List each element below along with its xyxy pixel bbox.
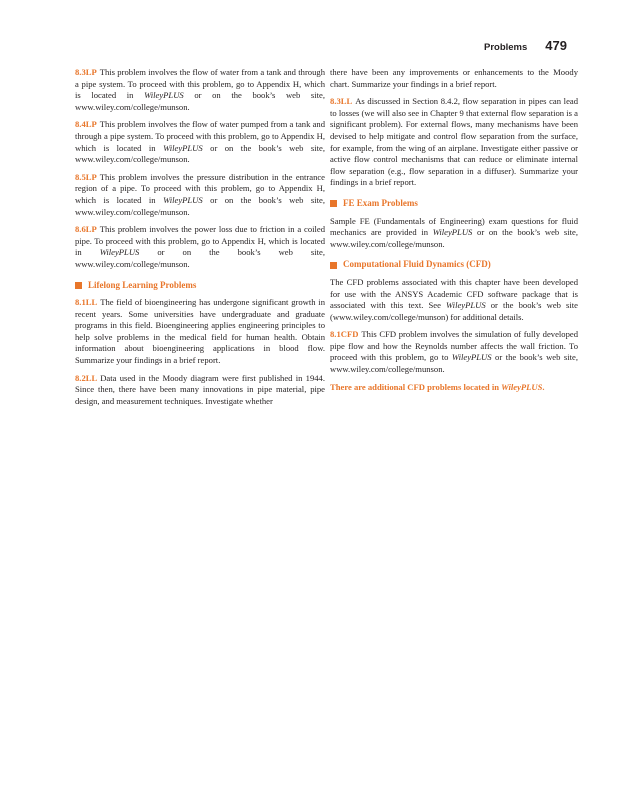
paragraph-text: There are additional CFD problems located in WileyPLUS. — [330, 381, 545, 392]
problem-text: This problem involves the pressure distribution in the entrance region of a pipe. To proceed with this problem, go to Appendix H, which is located in WileyPLUS or on the book’s web site, www.wiley.com/college/munson. — [75, 171, 325, 217]
paragraph — [330, 277, 578, 323]
problem-number: 8.4LP — [75, 119, 97, 130]
problem-8-3ll — [330, 96, 578, 189]
problem-text: Data used in the Moody diagram were first published in 1944. Since then, there have been many innovations in pipe material, pipe design, and measurement techniques. Investigate whether — [75, 372, 325, 406]
problem-text: This problem involves the power loss due to friction in a coiled pipe. To proceed with this problem, go to Appendix H, which is located in WileyPLUS or on the book’s web site, www.wiley.com/college/munson. — [75, 224, 325, 269]
paragraph-text: Sample FE (Fundamentals of Engineering) exam questions for fluid mechanics are provided in WileyPLUS or on the book’s web site, www.wiley.com/college/munson. — [330, 215, 578, 249]
paragraph-text: The CFD problems associated with this chapter have been developed for use with the ANSYS Academic CFD software package that is associated with this text. See WileyPLUS or the book’s web site (www.wiley.com/college/munson) for additional details. — [330, 276, 578, 322]
problem-text: This CFD problem involves the simulation of fully developed pipe flow and how the Reynolds number affects the wall friction. To proceed with this problem, go to WileyPLUS or the book’s web site, www.wiley.com/college/munson. — [330, 329, 578, 375]
problem-number: 8.3LP — [75, 67, 97, 77]
problem-8-1cfd — [330, 329, 578, 375]
section-heading-text: FE Exam Problems — [343, 197, 418, 208]
paragraph — [330, 216, 578, 251]
problem-8-1ll — [75, 297, 325, 367]
left-column — [75, 67, 325, 413]
section-heading-text: Computational Fluid Dynamics (CFD) — [343, 259, 491, 270]
problem-8-5lp — [75, 172, 325, 218]
problem-number: 8.5LP — [75, 171, 97, 182]
problem-number: 8.1LL — [75, 297, 98, 308]
problem-8-4lp — [75, 119, 325, 165]
section-title: Problems — [484, 42, 528, 53]
problem-text: This problem involves the flow of water from a tank and through a pipe system. To proceed with this problem, go to Appendix H, which is located in WileyPLUS or on the book’s web site, www.wiley.com/college/munson. — [75, 67, 325, 112]
problem-number: 8.6LP — [75, 224, 97, 235]
section-heading-text: Lifelong Learning Problems — [88, 279, 197, 290]
paragraph — [330, 67, 578, 90]
problem-text: As discussed in Section 8.4.2, flow separation in pipes can lead to losses (we will also see in Chapter 9 that external flow separation is a significant problem). For external flows, many mechanisms have been devised to help mitigate and control flow separation from the surface, for example, from the wing of an airplane. Investigate either passive or active flow control mechanisms that can reduce or eliminate internal flow separation (e.g., flow separation in a diffuser). Summarize your findings in a brief report. — [330, 96, 578, 188]
page-number: 479 — [545, 38, 567, 53]
problem-8-3lp — [75, 67, 325, 113]
section-heading-computational-fluid-dynamics-cfd — [330, 259, 578, 271]
problem-number: 8.3LL — [330, 96, 353, 107]
problem-text: This problem involves the flow of water pumped from a tank and through a pipe system. To proceed with this problem, go to Appendix H, which is located in WileyPLUS or on the book’s web site, www.wiley.com/college/munson. — [75, 119, 325, 165]
problem-8-2ll — [75, 373, 325, 408]
problem-number: 8.1CFD — [330, 329, 359, 340]
problem-8-6lp — [75, 224, 325, 270]
bullet-square-icon — [75, 282, 82, 289]
cfd-note — [330, 382, 578, 394]
right-column — [330, 67, 578, 399]
section-heading-fe-exam-problems — [330, 198, 578, 210]
section-heading-lifelong-learning-problems — [75, 280, 325, 292]
problem-text: The field of bioengineering has undergone significant growth in recent years. Some universities have undergraduate and graduate programs in this field. Bioengineering applies engineering principles to help solve problems in the medical field for human health. Obtain information about bioengineering applications in blood flow. Summarize your findings in a brief report. — [75, 297, 325, 366]
bullet-square-icon — [330, 262, 337, 269]
page-header — [484, 38, 567, 58]
bullet-square-icon — [330, 200, 337, 207]
problem-number: 8.2LL — [75, 372, 98, 383]
paragraph-text: there have been any improvements or enhancements to the Moody chart. Summarize your findings in a brief report. — [330, 67, 578, 89]
